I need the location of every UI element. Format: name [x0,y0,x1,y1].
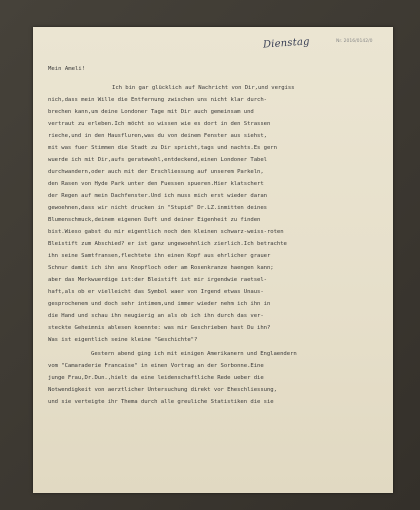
salutation: Mein Ameli! [48,66,86,72]
body-line: steckte Geheimnis ablesen koennte: was mir Geschrieben hast Du ihn? [48,325,271,331]
body-line: den Rasen von Hyde Park unter den Fuessen spueren.Hier klatschert [48,181,264,187]
body-line: Schnur damit ich ihn ans Knopfloch oder am Rosenkranze haengen kann; [48,265,274,271]
body-line: Notwendigkeit von aerztlicher Untersuchung direkt vor Eheschliessung, [48,387,277,393]
handwritten-date-note: Dienstag [262,36,311,51]
archive-reference: Nr. 2016/0142/0 [336,39,373,44]
body-line: durchwandern,oder auch mit der Erschliessung auf unserem Parkeln, [48,169,264,175]
body-line: nich,dass mein Wille die Entfernung zwischen uns nicht klar durch- [48,97,267,103]
body-line: vertraut zu erleben.Ich möcht so wissen wie es dort in den Strassen [48,121,271,127]
body-line: Blumenschmuck,deinem eigenen Duft und deiner Eigenheit zu finden [48,217,261,223]
body-line: gesprochenem und doch sehr intimem,und immer wieder nehm ich ihn in [48,301,271,307]
body-line: rieche,und in den Hausfluren,was du von deinem Fenster aus siehst, [48,133,267,139]
body-line: die Hand und schau ihn neugierig an als ob ich ihn durch das ver- [48,313,264,319]
letter-body [33,27,393,493]
body-line: Was ist eigentlich seine kleine "Geschichte"? [48,337,198,343]
body-line: Ich bin gar glücklich auf Nachricht von Dir,und vergiss [112,85,295,91]
body-line: aber das Merkwuerdige ist:der Bleistift ist mir irgendwie raetsel- [48,277,267,283]
body-line: ihn seine Samtfransen,flechtete ihn einen Kopf aus ehrlicher grauer [48,253,271,259]
body-line: mit was fuer Stimmen die Stadt zu Dir spricht,tags und nachts.Es gern [48,145,277,151]
letter-page [33,27,393,493]
body-line: wuerde ich mit Dir,aufs geratewohl,entdeckend,einen Londoner Tabel [48,157,267,163]
body-line: und sie verteigte ihr Thema durch alle greuliche Statistiken die sie [48,399,274,405]
body-line: Bleistift zum Abschied? er ist ganz ungewoehnlich zierlich.Ich betrachte [48,241,287,247]
body-line: haft,als ob er vielleicht das Symbol waer von Irgend etwas Unaus- [48,289,264,295]
body-line: vom "Camaraderie Francaise" in einen Vortrag an der Sorbonne.Eine [48,363,264,369]
body-line: bist.Wieso gabst du mir eigentlich noch den kleinen schwarz-weiss-roten [48,229,284,235]
body-line: gewoehnen,dass wir nicht drucken in "Stupid" Dr.LZ.inmitten deines [48,205,267,211]
body-line: junge Frau,Dr.Dun.,hielt da eine leidenschaftliche Rede ueber die [48,375,264,381]
body-line: der Regen auf mein Dachfenster.Und ich muss mich erst wieder daran [48,193,267,199]
body-line: Gestern abend ging ich mit einigen Amerikanern und Englaendern [91,351,297,357]
body-line: brechen kann,um deine Londoner Tage mit Dir auch gemeinsam und [48,109,254,115]
